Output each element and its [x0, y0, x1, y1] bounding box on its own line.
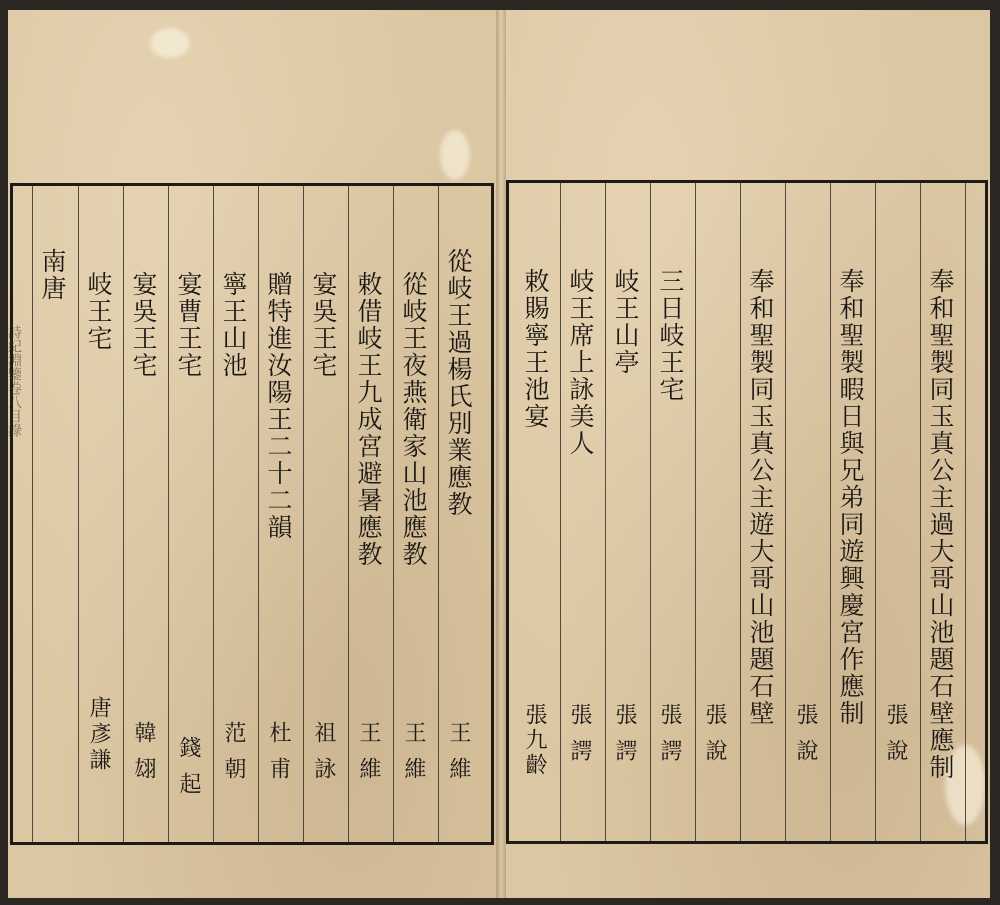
- right-page-frame: [506, 180, 988, 844]
- entry-author: 張諤: [567, 703, 592, 775]
- spine-label: [4, 325, 28, 625]
- column-rule: [213, 186, 214, 842]
- entry-author: 張說: [883, 703, 908, 775]
- entry-title: 岐王山亭: [611, 268, 640, 376]
- column-rule: [393, 186, 394, 842]
- column-rule: [965, 183, 966, 841]
- entry-author: 范朝: [221, 721, 246, 793]
- entry-author: 張說: [793, 703, 818, 775]
- column-rule: [438, 186, 439, 842]
- left-page-frame: [10, 183, 494, 845]
- entry-title: 敕賜寧王池宴: [521, 268, 550, 430]
- entry-title: 宴吳王宅: [129, 271, 158, 379]
- entry-title: 從岐王過楊氏別業應教: [444, 248, 473, 518]
- entry-author: 王維: [446, 721, 471, 793]
- paper-stain: [440, 130, 470, 180]
- entry-title: 岐王宅: [84, 271, 113, 352]
- entry-author: 張說: [702, 703, 727, 775]
- column-rule: [168, 186, 169, 842]
- column-rule: [875, 183, 876, 841]
- entry-author: 韓翃: [131, 721, 156, 793]
- entry-author: 祖詠: [311, 721, 336, 793]
- column-rule: [785, 183, 786, 841]
- entry-author: 唐彥謙: [86, 696, 111, 774]
- column-rule: [695, 183, 696, 841]
- column-rule: [650, 183, 651, 841]
- entry-title: 宴曹王宅: [174, 271, 203, 379]
- column-rule: [920, 183, 921, 841]
- column-rule: [303, 186, 304, 842]
- column-rule: [123, 186, 124, 842]
- entry-title: 三日岐王宅: [656, 268, 685, 403]
- entry-author: 王維: [401, 721, 426, 793]
- book-gutter: [496, 10, 506, 898]
- entry-author: 張諤: [612, 703, 637, 775]
- column-rule: [78, 186, 79, 842]
- column-rule: [830, 183, 831, 841]
- entry-title: 奉和聖製同玉真公主過大哥山池題石壁應制: [926, 268, 955, 781]
- entry-title: 寧王山池: [219, 271, 248, 379]
- column-rule: [560, 183, 561, 841]
- entry-title: 岐王席上詠美人: [566, 268, 595, 457]
- entry-title: 奉和聖製暇日與兄弟同遊興慶宮作應制: [836, 268, 865, 727]
- entry-author: 張九齡: [522, 703, 547, 778]
- entry-author: 王維: [356, 721, 381, 793]
- entry-author: 杜甫: [266, 721, 291, 793]
- entry-title: 宴吳王宅: [309, 271, 338, 379]
- column-rule: [348, 186, 349, 842]
- spine-text: 詩紀淵鑒卷八目錄: [6, 325, 22, 437]
- column-rule: [32, 186, 33, 842]
- entry-title: 贈特進汝陽王二十二韻: [264, 271, 293, 541]
- column-rule: [258, 186, 259, 842]
- entry-author: 張諤: [657, 703, 682, 775]
- entry-author: 錢起: [176, 736, 201, 808]
- entry-title: 奉和聖製同玉真公主遊大哥山池題石壁: [746, 268, 775, 727]
- column-rule: [740, 183, 741, 841]
- paper-stain: [150, 28, 190, 58]
- entry-title: 從岐王夜燕衛家山池應教: [399, 271, 428, 568]
- column-rule: [605, 183, 606, 841]
- entry-title: 敕借岐王九成宮避暑應教: [354, 271, 383, 568]
- dynasty-heading: 南唐: [38, 248, 67, 302]
